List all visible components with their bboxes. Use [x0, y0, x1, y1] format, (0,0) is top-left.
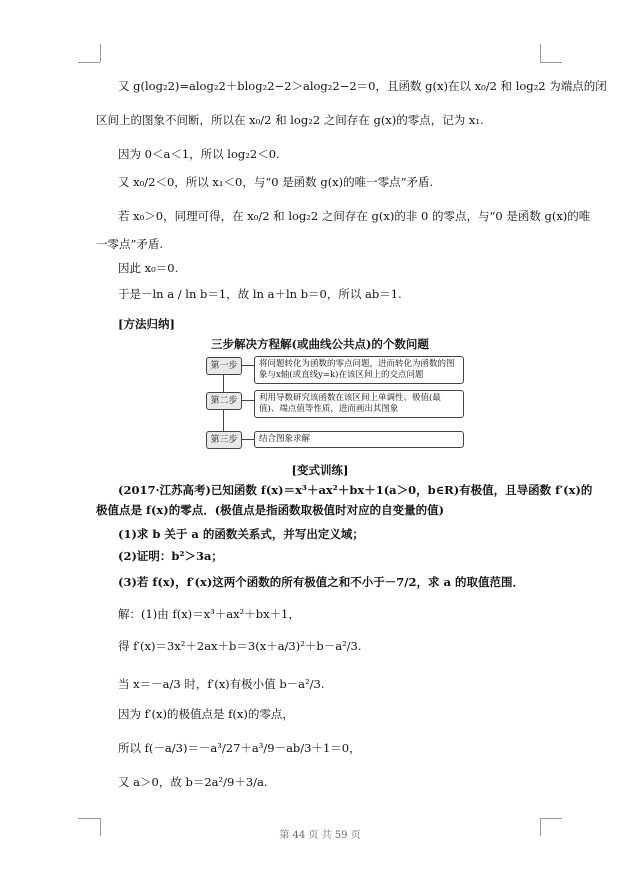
- crop-mark-top-right-v: [540, 44, 541, 62]
- method-flow-diagram: [200, 356, 460, 456]
- crop-mark-top-left-v: [100, 44, 101, 62]
- crop-mark-top-left-h: [78, 62, 100, 63]
- problem-line: (2)证明：b²＞3a；: [118, 549, 223, 563]
- text-line: 又 x₀/2＜0，所以 x₁＜0，与“0 是函数 g(x)的唯一零点”矛盾.: [118, 175, 434, 189]
- text-line: 因为 0＜a＜1，所以 log₂2＜0.: [118, 147, 280, 161]
- step-description-2: 利用导数研究该函数在该区间上单调性、极值(最值)、端点值等性质，进而画出其图象: [254, 390, 464, 418]
- problem-line: (3)若 f(x)，f′(x)这两个函数的所有极值之和不小于－7/2，求 a 的取值范围．: [118, 575, 524, 589]
- solution-line: 解：(1)由 f(x)＝x³＋ax²＋bx＋1，: [118, 607, 300, 621]
- step-label-3: 第三步: [206, 431, 242, 449]
- flow-connector: [241, 439, 254, 440]
- crop-mark-bottom-right-h: [540, 818, 562, 819]
- step-label-2: 第二步: [206, 392, 242, 410]
- problem-line: 极值点是 f(x)的零点．(极值点是指函数取极值时对应的自变量的值): [96, 503, 445, 517]
- method-title: 三步解决方程解(或曲线公共点)的个数问题: [211, 337, 429, 351]
- text-line: 因此 x₀＝0.: [118, 261, 179, 275]
- crop-mark-top-right-h: [540, 62, 562, 63]
- solution-line: 又 a＞0，故 b＝2a²/9＋3/a.: [118, 775, 268, 789]
- crop-mark-bottom-left-h: [78, 818, 100, 819]
- step-label-1: 第一步: [206, 357, 242, 375]
- text-line: 一零点”矛盾.: [96, 237, 164, 251]
- solution-line: 得 f′(x)＝3x²＋2ax＋b＝3(x＋a/3)²＋b－a²/3.: [118, 639, 362, 653]
- problem-line: (1)求 b 关于 a 的函数关系式，并写出定义域；: [118, 527, 364, 541]
- flow-connector: [241, 365, 254, 366]
- text-line: 又 g(log₂2)=alog₂2＋blog₂2−2＞alog₂2−2＝0，且函数 g(x)在以 x₀/2 和 log₂2 为端点的闭: [118, 79, 607, 93]
- step-description-1: 将问题转化为函数的零点问题，进而转化为函数的图象与x轴(或直线y=k)在该区间上的交点问题: [254, 356, 464, 384]
- variant-title: [变式训练]: [291, 463, 349, 477]
- solution-line: 当 x＝－a/3 时，f′(x)有极小值 b－a²/3.: [118, 677, 325, 691]
- problem-line: (2017·江苏高考)已知函数 f(x)＝x³＋ax²＋bx＋1(a＞0，b∈R)有极值，且导函数 f′(x)的: [118, 483, 593, 497]
- text-line: 若 x₀＞0，同理可得，在 x₀/2 和 log₂2 之间存在 g(x)的非 0 的零点，与“0 是函数 g(x)的唯: [118, 209, 591, 223]
- method-summary-label: [方法归纳]: [118, 317, 175, 331]
- page-footer: 第 44 页 共 59 页: [279, 830, 361, 841]
- solution-line: 因为 f′(x)的极值点是 f(x)的零点，: [118, 707, 294, 721]
- flow-connector: [241, 400, 254, 401]
- text-line: 区间上的图象不间断，所以在 x₀/2 和 log₂2 之间存在 g(x)的零点，记为 x₁.: [96, 113, 484, 127]
- solution-line: 所以 f(－a/3)＝－a³/27＋a³/9－ab/3＋1＝0，: [118, 741, 361, 755]
- step-description-3: 结合图象求解: [254, 431, 464, 448]
- text-line: 于是－ln a / ln b＝1，故 ln a＋ln b＝0，所以 ab＝1.: [118, 287, 402, 301]
